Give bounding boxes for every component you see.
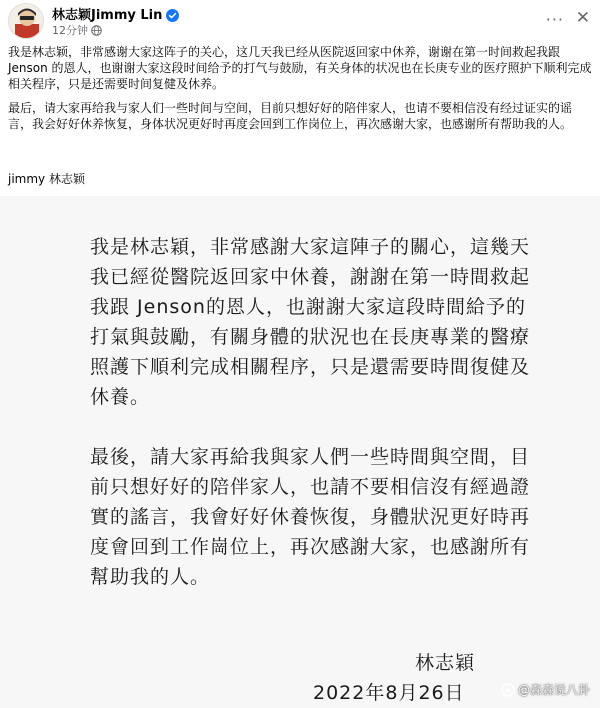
- watermark-icon: [501, 683, 515, 697]
- photo-paragraph-1: 我是林志穎，非常感謝大家這陣子的關心，這幾天我已經從醫院返回家中休養，謝謝在第一時間救起我跟 Jenson的恩人，也謝謝大家這段時間給予的打氣與鼓勵，有關身體的狀況也在長庚專業的醫療照護下順利完成相關程序，只是還需要時間復健及休養。: [90, 236, 531, 408]
- post-meta: [52, 22, 102, 38]
- post-header: [0, 0, 600, 40]
- photo-signature-name: 林志穎: [415, 652, 476, 674]
- globe-icon: [91, 25, 102, 36]
- post-timestamp[interactable]: 12分钟: [52, 24, 88, 37]
- verified-badge-icon: [166, 7, 179, 20]
- post-photo[interactable]: [0, 196, 600, 708]
- watermark-text: @森森说八卦: [517, 683, 590, 697]
- photo-signature-date: 2022年8月26日: [313, 682, 465, 704]
- author-avatar[interactable]: [8, 3, 44, 39]
- more-options-icon[interactable]: ···: [545, 10, 564, 29]
- watermark: [501, 681, 590, 698]
- close-icon[interactable]: ✕: [575, 8, 590, 28]
- post-caption: [8, 44, 594, 140]
- author-row: [52, 4, 179, 23]
- photo-paragraph-2: 最後，請大家再給我與家人們一些時間與空間，目前只想好好的陪伴家人，也請不要相信沒有經過證實的謠言，我會好好休養恢復，身體狀況更好時再度會回到工作崗位上，再次感謝大家，也感謝所有幫助我的人。: [90, 446, 531, 588]
- avatar-image: [9, 4, 44, 39]
- photo-statement: [90, 232, 530, 622]
- caption-paragraph-1: 我是林志颖，非常感谢大家这阵子的关心，这几天我已经从医院返回家中休养，谢谢在第一时间救起我跟Jenson 的恩人，也谢谢大家这段时间给予的打气与鼓励，有关身体的状况也在长庚专业的医疗照护下顺利完成相关程序，只是还需要时间复健及休养。: [8, 45, 592, 91]
- author-name[interactable]: 林志颖Jimmy Lin: [52, 8, 163, 23]
- caption-paragraph-2: 最后，请大家再给我与家人们一些时间与空间，目前只想好好的陪伴家人，也请不要相信没有经过证实的谣言，我会好好休养恢复，身体状况更好时再度会回到工作岗位上，再次感谢大家，也感谢所有帮助我的人。: [8, 101, 573, 131]
- caption-signature: jimmy 林志颖: [8, 172, 85, 186]
